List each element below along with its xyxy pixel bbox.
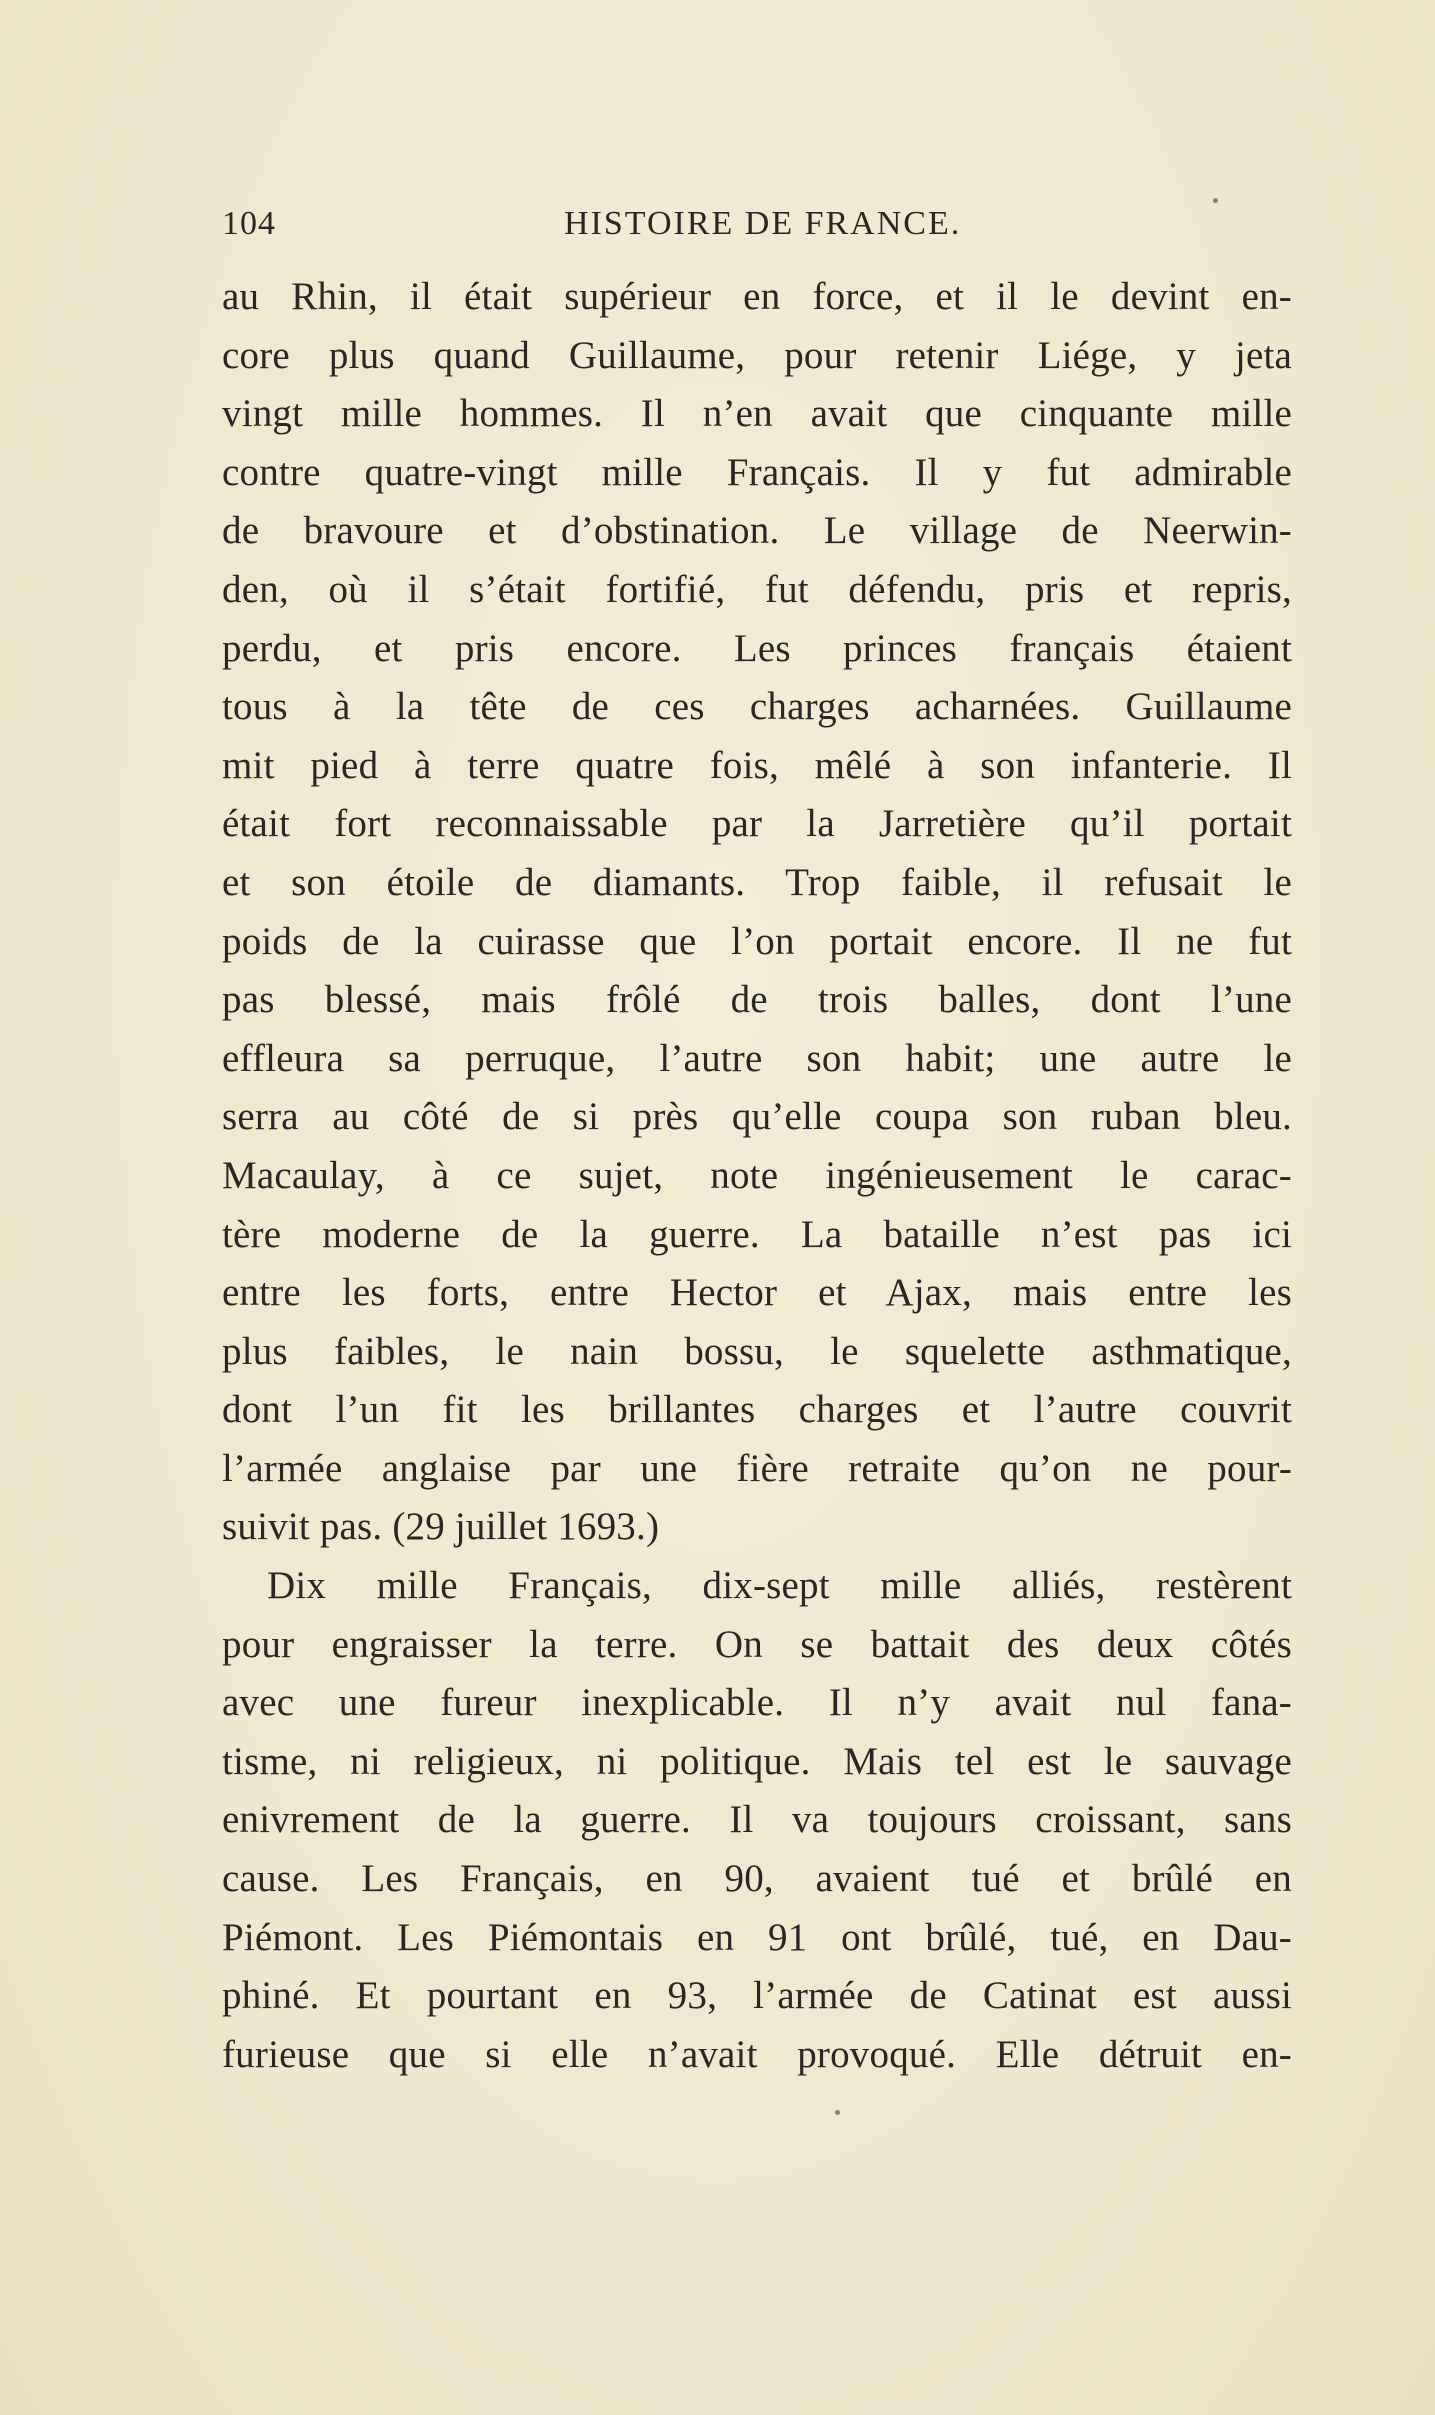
page-header: [222, 205, 1302, 255]
paragraph: [222, 268, 1292, 1557]
text-line: perdu, et pris encore. Les princes français étaient: [222, 626, 1292, 670]
running-title: HISTOIRE DE FRANCE.: [564, 205, 962, 242]
page-number: 104: [222, 205, 276, 242]
paragraph: [222, 1557, 1292, 2084]
text-line: suivit pas. (29 juillet 1693.): [222, 1505, 660, 1549]
print-speck: [1213, 198, 1218, 203]
text-line: phiné. Et pourtant en 93, l’armée de Catinat est aussi: [222, 1974, 1292, 2018]
text-line: plus faibles, le nain bossu, le squelette asthmatique,: [222, 1329, 1292, 1373]
text-line: enivrement de la guerre. Il va toujours croissant, sans: [222, 1798, 1292, 1842]
text-line: poids de la cuirasse que l’on portait encore. Il ne fut: [222, 919, 1292, 963]
text-line: Dix mille Français, dix-sept mille alliés, restèrent: [267, 1564, 1292, 1608]
text-line: avec une fureur inexplicable. Il n’y avait nul fana-: [222, 1681, 1292, 1725]
text-line: tous à la tête de ces charges acharnées. Guillaume: [222, 685, 1292, 729]
text-line: effleura sa perruque, l’autre son habit; une autre le: [222, 1036, 1292, 1080]
text-line: tère moderne de la guerre. La bataille n’est pas ici: [222, 1212, 1292, 1256]
text-line: mit pied à terre quatre fois, mêlé à son infanterie. Il: [222, 743, 1292, 787]
text-line: était fort reconnaissable par la Jarretière qu’il portait: [222, 802, 1292, 846]
text-line: core plus quand Guillaume, pour retenir Liége, y jeta: [222, 333, 1292, 377]
text-line: vingt mille hommes. Il n’en avait que cinquante mille: [222, 392, 1292, 436]
print-speck: [835, 2110, 840, 2115]
text-line: au Rhin, il était supérieur en force, et il le devint en-: [222, 275, 1292, 318]
text-line: pour engraisser la terre. On se battait des deux côtés: [222, 1622, 1292, 1666]
text-line: serra au côté de si près qu’elle coupa son ruban bleu.: [222, 1095, 1292, 1139]
text-line: contre quatre-vingt mille Français. Il y fut admirable: [222, 450, 1292, 494]
text-line: cause. Les Français, en 90, avaient tué et brûlé en: [222, 1857, 1292, 1901]
text-line: Macaulay, à ce sujet, note ingénieusement le carac-: [222, 1153, 1292, 1197]
text-line: den, où il s’était fortifié, fut défendu, pris et repris,: [222, 567, 1292, 611]
text-line: de bravoure et d’obstination. Le village de Neerwin-: [222, 509, 1292, 553]
body-text: [222, 268, 1292, 2084]
text-line: et son étoile de diamants. Trop faible, il refusait le: [222, 860, 1292, 904]
text-line: l’armée anglaise par une fière retraite qu’on ne pour-: [222, 1446, 1292, 1490]
text-line: pas blessé, mais frôlé de trois balles, dont l’une: [222, 978, 1292, 1022]
text-line: dont l’un fit les brillantes charges et l’autre couvrit: [222, 1388, 1292, 1432]
text-line: furieuse que si elle n’avait provoqué. Elle détruit en-: [222, 2032, 1292, 2076]
text-line: tisme, ni religieux, ni politique. Mais tel est le sauvage: [222, 1739, 1292, 1783]
text-line: Piémont. Les Piémontais en 91 ont brûlé, tué, en Dau-: [222, 1915, 1292, 1959]
text-line: entre les forts, entre Hector et Ajax, mais entre les: [222, 1271, 1292, 1315]
